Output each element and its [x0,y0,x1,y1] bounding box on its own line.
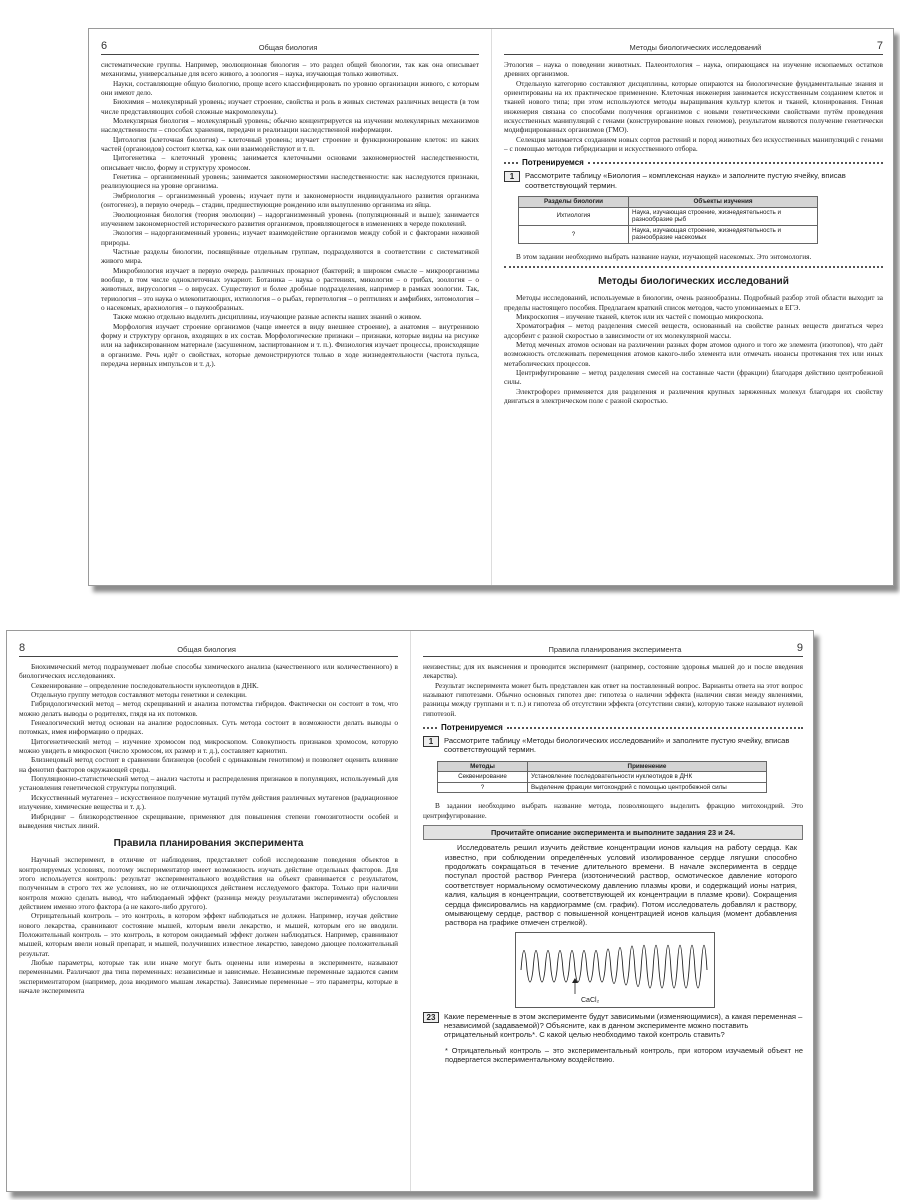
running-header [101,39,479,55]
task-number: 1 [423,736,439,747]
table-cell: Наука, изучающая строение, жизнедеятельность и разнообразие рыб [629,207,818,225]
paragraph: Морфология изучает строение организмов (чаще имеется в виду внешнее строение), а анатомия – внутреннюю форму и структуру органов, входящих в их состав. Морфологические признаки – признаки, которые видны на рисунке или на зафиксированном материале (засушенном, заспиртованном и т. п.). Физиология изучает процессы, происходящие в организме. Речь идёт о свойствах, которые демонстрируются только в ходе жизнедеятельности (частота пульса, передача нервных импульсов и т. д.). [101,321,479,368]
science-table [518,196,818,244]
paragraph: Отдельную категорию составляют дисциплины, которые опираются на биологические фундаментальные знания и ориентированы на их практическое применение. Клеточная инженерия занимается искусственным созданием клеток и тканей нового типа; при этом используются методы выращивания культур клеток и тканей, клонирования. Генная инженерия связана со способами получения организмов с новыми генетическими свойствами путём проведения искусственных манипуляций с генами (конструирование новых геномов), результатом являются получение генетически модифицированных организмов (ГМО). [504,78,883,135]
table-row [438,772,767,783]
book-spread-pages-8-9 [6,630,814,1192]
paragraph: Хроматография – метод разделения смесей веществ, основанный на свойстве разных веществ двигаться через адсорбент с разной скоростью в зависимости от их молекулярной массы. [504,321,883,340]
experiment-header: Прочитайте описание эксперимента и выполните задания 23 и 24. [423,825,803,840]
page-body [19,662,398,830]
table-header-row [438,761,767,772]
task-text: Какие переменные в этом эксперименте будут зависимыми (изменяющимися), а какая переменная – независимой (задаваемой)? Объясните, как в данном эксперименте можно поставить отрицательный контроль*. С какой целью необходимо такой контроль ставить? [444,1011,803,1040]
table-cell-blank: ? [519,225,629,243]
graph-label: CaCl₂ [581,996,600,1004]
footnote: * Отрицательный контроль – это экспериментальный контроль, при котором изучаемый объект не подвергается экспериментальному воздействию. [445,1045,803,1064]
task-1 [504,171,883,190]
paragraph: Центрифугирование – метод разделения смесей на составные части (фракции) благодаря действию центробежной силы. [504,368,883,387]
page-body [101,60,479,368]
paragraph: Результат эксперимента может быть представлен как ответ на поставленный вопрос. Варианты ответа на этот вопрос называют гипотезами. Обычно основных гипотез две: гипотеза о наличии эффекта (наличии связи между явлениями, разницы между группами и т. п.) и гипотеза об отсутствии эффекта (отсутствии связи), которую также называют нулевой гипотезой. [423,680,803,718]
paragraph: Популяционно-статистический метод – анализ частоты и распределения признаков в популяциях, используемый для установления генетической структуры популяций. [19,774,398,793]
paragraph: Секвенирование – определение последовательности нуклеотидов в ДНК. [31,680,259,690]
paragraph: неизвестны; для их выяснения и проводится эксперимент (например, состояние здоровья мышей до и после введения лекарства). [423,662,803,681]
table-cell: Наука, изучающая строение, жизнедеятельность и разнообразие насекомых [629,225,818,243]
paragraph: Также можно отдельно выделить дисциплины, изучающие разные аспекты наших знаний о живом. [113,312,422,322]
running-title: Методы биологических исследований [629,43,762,52]
table-cell: Выделение фракции митохондрий с помощью центробежной силы [528,782,767,793]
page-number: 7 [876,40,883,52]
paragraph: Биохимический метод подразумевает любые способы химического анализа (качественного или количественного) в биологических исследованиях. [19,662,398,681]
table-cell: Ихтиология [519,207,629,225]
answer-text: В этом задании необходимо выбрать название науки, изучающей насекомых. Это энтомология. [516,252,812,261]
paragraph: Отдельную группу методов составляют методы генетики и селекции. [31,690,247,700]
running-title: Общая биология [177,645,236,654]
paragraph: Науки, составляющие общую биологию, проще всего классифицировать по уровню организации живого, с которым они имеют дело. [101,78,479,98]
answer [504,252,883,261]
paragraph: Гибридологический метод – метод скрещиваний и анализа потомства гибридов. Фактически он состоит в том, что можно делать выводы о родителях, глядя на их потомков. [19,699,398,718]
table-header: Объекты изучения [629,197,818,208]
paragraph: Цитогенетический метод – изучение хромосом под микроскопом. Совокупность признаков хромосом, которую можно увидеть в микроскоп (число хромосом, их размер и т. д.), составляет кариотип. [19,736,398,756]
paragraph: Экология – надорганизменный уровень; изучает взаимодействие организмов между собой и с факторами неживой природы. [101,228,479,247]
page-body [423,662,803,718]
paragraph: Искусственный мутагенез – искусственное получение мутаций путём действия различных мутагенов (радиационное излучение, химические вещества и т. д.). [19,792,398,812]
paragraph: систематические группы. Например, эволюционная биология – это раздел общей биологии, так как она описывает механизмы, универсальные для всего живого, а зоология – наука, изучающая только животных. [101,60,479,79]
page-body [504,60,883,153]
table-row [438,782,767,793]
task-23 [423,1012,803,1040]
running-title: Общая биология [258,43,318,52]
table-header: Применение [528,761,767,772]
section-title: Методы биологических исследований [598,276,789,288]
running-header [423,641,803,657]
book-spread-pages-6-7 [88,28,894,586]
task-1 [423,736,803,755]
task-text: Рассмотрите таблицу «Методы биологических исследований» и заполните пустую ячейку, вписав соответствующий термин. [444,736,790,755]
table-header-row [519,197,818,208]
running-header [504,39,883,55]
cardiogram-figure [515,932,715,1008]
paragraph: Микробиология изучает в первую очередь различных прокариот (бактерий; в широком смысле – микроорганизмы вообще, в том числе одноклеточных эукариот. Ботаника – наука о растениях, микология – о грибах, зоология – о животных, вирусология – о вирусах. Существуют и более дробные подразделения, например в рамках зоологии. Так, териология – это наука о млекопитающих, ихтиология – о рыбах, герпетология – о рептилиях и амфибиях, энтомология – о насекомых, арахнология – о паукообразных. [101,265,479,312]
page-number: 8 [19,642,26,654]
answer [423,801,803,820]
methods-table [437,761,767,794]
table-cell: Установление последовательности нуклеотидов в ДНК [528,772,767,783]
paragraph: Научный эксперимент, в отличие от наблюдения, представляет собой исследование поведения объектов в контролируемых условиях, поэтому экспериментатор имеет возможность изучать действие отдельных факторов. Для этого используется контроль: результат экспериментального воздействия на объект сравнивается с результатом, полученным в строго тех же условиях, но не отличающихся действием исследуемого фактора. Только при наличии контроля можно сделать вывод, что наблюдаемый эффект (разница между результатами эксперимента) обусловлен действием именно этого фактора (а не какого-либо другого). [19,855,398,911]
table-row [519,207,818,225]
task-text: Рассмотрите таблицу «Биология – комплексная наука» и заполните пустую ячейку, вписав соответствующий термин. [525,171,846,190]
page-9 [411,631,814,1191]
practice-heading: Потренируемся [504,158,883,167]
experiment-text: Исследователь решил изучить действие концентрации ионов кальция на работу сердца. Как известно, при соблюдении определённых условий изолированное сердце лягушки способно продолжать сокращаться в течение длительного времени. В начале эксперимента в сердце поступал простой раствор Рингера (изотонический раствор, осмотическое давление которого соответствует нормальному осмотическому давлению плазмы крови, и содержащий ионы натрия, калия, кальция в концентрации, соответствующей их концентрации в плазме крови). Сокращения сердца фиксировались на кардиограмме (см. график). Потом исследователь добавлял к раствору, омывающему сердце, раствор с повышенной концентрацией ионов кальция (момент добавления раствора на графике отмечен стрелкой). [445,843,797,928]
task-number: 1 [504,171,520,182]
paragraph: Этология – наука о поведении животных. Палеонтология – наука, опирающаяся на изучение ископаемых остатков древних организмов. [504,60,883,79]
running-title: Правила планирования эксперимента [548,645,682,654]
page-number: 6 [101,40,108,52]
page-6 [89,29,492,585]
paragraph: Близнецовый метод состоит в сравнении близнецов (особей с одинаковым генотипом) и позволяет оценить влияние на фенотип факторов окружающей среды. [19,755,398,774]
paragraph: Методы исследований, используемые в биологии, очень разнообразны. Подробный разбор этой области выходит за пределы настоящего пособия. Предлагаем краткий список методов, часто упоминаемых в ЕГЭ. [504,293,883,312]
table-header: Методы [438,761,528,772]
paragraph: Эволюционная биология (теория эволюции) – надорганизменный уровень (популяционный и выше); занимается изучением закономерностей исторического развития организмов, проявляющегося в изменениях в череде поколений. [101,209,479,228]
table-row [519,225,818,243]
paragraph: Отрицательный контроль – это контроль, в котором эффект наблюдаться не должен. Например, изучая действие нового лекарства, сравнивают состояние мышей, которым ввели лекарство, и мышей, которым его не вводили. Положительный контроль – это контроль, в котором ожидаемый эффект должен наблюдаться. Например, сравнивают мышей, которым ввели новый препарат, и мышей, получивших известное лекарство, заведомо дающее положительный результат. [19,911,398,958]
task-number: 23 [423,1012,439,1023]
answer-text: В задании необходимо выбрать название метода, позволяющего выделить фракцию митохондрий. Это центрифугирование. [423,801,803,820]
paragraph: Микроскопия – изучение тканей, клеток или их частей с помощью микроскопа. [516,312,764,322]
paragraph: Эмбриология – организменный уровень; изучает пути и закономерности индивидуального развития организма (онтогенез), в первую очередь – стадии, предшествующие рождению или вылуплению организма из яйца. [101,190,479,210]
dotted-divider [504,266,883,268]
paragraph: Метод меченых атомов основан на различении разных форм атомов одного и того же элемента (изотопов), что даёт возможность отслеживать перемещения атомов какого-либо элемента или отмечать нюансы протекания тех или иных метаболических процессов. [504,340,883,368]
paragraph: Генеалогический метод основан на анализе родословных. Суть метода состоит в возможности делать выводы о потомках, имея информацию о предках. [19,718,398,737]
page-7 [492,29,894,585]
paragraph: Любые параметры, которые так или иначе могут быть оценены или измерены в эксперименте, называют переменными. Различают два типа переменных: независимые и зависимые. Независимые переменные задаются самим экспериментатором (например, доза вводимого мышам лекарства). Зависимые переменные – это параметры, которые в начале эксперимента [19,957,398,995]
paragraph: Электрофорез применяется для разделения и различения крупных заряженных молекул благодаря их свойству двигаться в электрическом поле с разной скоростью. [504,386,883,406]
running-header [19,641,398,657]
page-number: 9 [796,642,803,654]
paragraph: Инбридинг – близкородственное скрещивание, применяют для повышения степени гомозиготности особей и выведения чистых линий. [19,811,398,830]
paragraph: Молекулярная биология – молекулярный уровень; обычно концентрируется на изучении молекулярных механизмов наследственности – способах хранения, передачи и реализации наследственной информации. [101,116,479,135]
page-body [19,855,398,995]
practice-heading: Потренируемся [423,723,803,732]
paragraph: Цитология (клеточная биология) – клеточный уровень; изучает строение и функционирование клеток: из каких частей (органоидов) состоит клетка, как они взаимодействуют и т. п. [101,134,479,154]
table-cell-blank: ? [438,782,528,793]
paragraph: Биохимия – молекулярный уровень; изучает строение, свойства и роль в живых системах различных веществ (в том числе представляющих собой сложные макромолекулы). [101,97,479,116]
table-header: Разделы биологии [519,197,629,208]
page-body [504,293,883,405]
section-title: Правила планирования эксперимента [113,838,304,850]
experiment-description [423,843,803,928]
paragraph: Селекция занимается созданием новых сортов растений и пород животных без искусственных манипуляций с генами – с помощью методов гибридизации и искусственного отбора. [504,134,883,154]
cardiogram-graph [515,932,715,1008]
paragraph: Цитогенетика – клеточный уровень; занимается клеточными основами закономерностей наследственности, описывает число, форму и структуру хромосом. [101,153,479,172]
paragraph: Генетика – организменный уровень; занимается закономерностями наследственности: как наследуются признаки, реализующиеся на уровне организма. [101,172,479,191]
paragraph: Частные разделы биологии, посвящённые отдельным группам, подразделяются в соответствии с систематикой живого мира. [101,246,479,266]
page-8 [7,631,411,1191]
table-cell: Секвенирование [438,772,528,783]
